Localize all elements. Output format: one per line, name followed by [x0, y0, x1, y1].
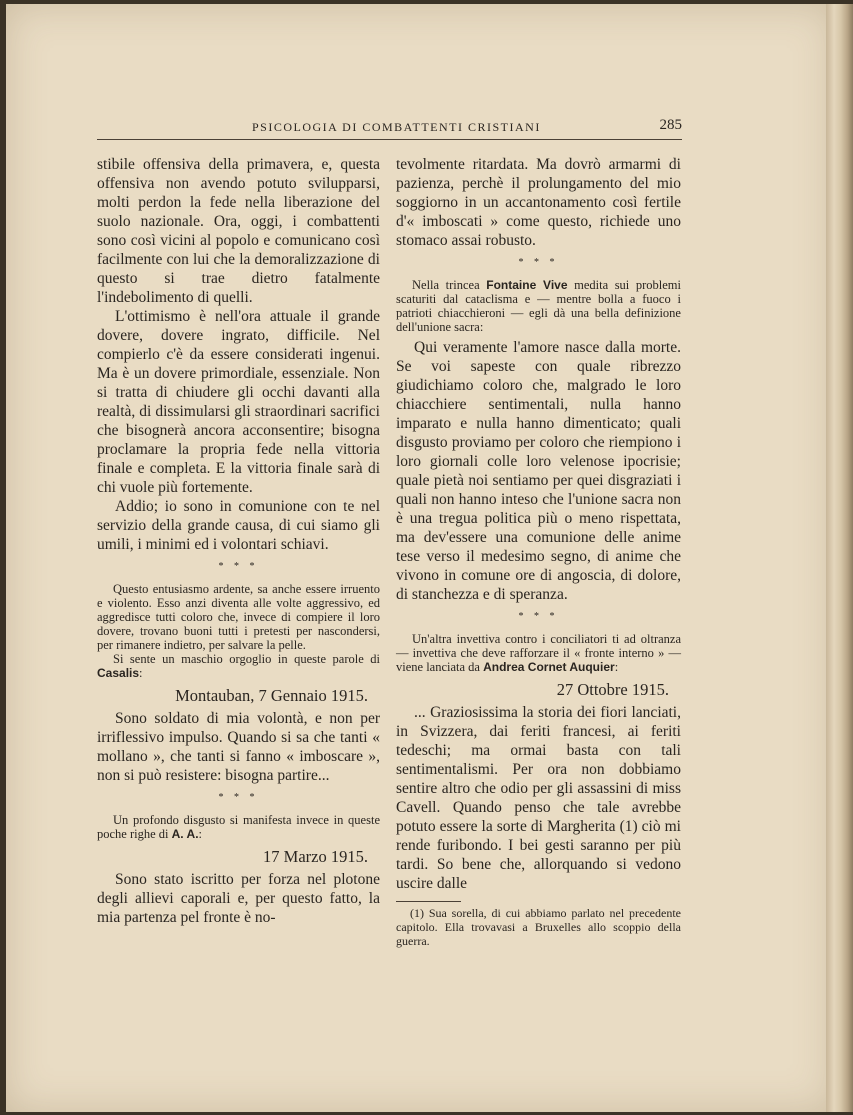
paragraph: Sono soldato di mia volontà, e non per irriflessivo impulso. Quando si sa che tanti « mollano », che tanti si fanno « imboscare », non si può resistere: bisogna partire... — [97, 710, 380, 784]
intro-text: : — [614, 660, 619, 674]
editorial-intro — [97, 813, 380, 841]
footnote: (1) Sua sorella, di cui abbiamo parlato nel precedente capitolo. Ella trovavasi a Bruxelles allo scoppio della guerra. — [396, 906, 681, 948]
editorial-intro — [396, 632, 681, 674]
paragraph: L'ottimismo è nell'ora attuale il grande dovere, dovere ingrato, difficile. Nel compierlo c'è da essere considerati ingenui. Ma è un dovere primordiale, essenziale. Non si tratta di chiudere gli occhi davanti alla realtà, di dissimularsi gli straordinari sacrifici che bisognerà ancora acconsentire; bisogna proclamare la propria fede nella vittoria finale e completa. E la vittoria finale sarà di chi vuole più fortemente. — [97, 308, 380, 496]
paragraph: tevolmente ritardata. Ma dovrò armarmi di pazienza, perchè il prolungamento del mio soggiorno in un accantonamento così fertile d'« imboscati » come questo, richiede uno stomaco assai robusto. — [396, 156, 681, 249]
intro-text: medita sui problemi scaturiti dal cataclisma e — mentre bolla a fuoco i patrioti chiacchieroni — egli dà una bella definizione dell'unione sacra: — [396, 278, 681, 334]
intro-text: Si sente un maschio orgoglio in queste parole di — [113, 652, 380, 666]
letter-dateline: 17 Marzo 1915. — [263, 847, 368, 866]
intro-text: : — [139, 666, 143, 680]
paragraph: ... Graziosissima la storia dei fiori lanciati, in Svizzera, dai feriti francesi, ai feriti tedeschi; ma ormai basta con tali sentimentalismi. Per ora non dobbiamo sentire altro che odio per gli assassini di miss Cavell. Quando penso che tale avrebbe potuto essere la sorte di Margherita (1) ciò mi rende furibondo. I bei gesti saranno per più tardi. So bene che, allorquando si vedono uscire dalle — [396, 704, 681, 892]
paragraph: Addio; io sono in comunione con te nel servizio della grande causa, di cui siamo gli umili, i minimi ed i volontari schiavi. — [97, 498, 380, 553]
author-name: Andrea Cornet Auquier — [483, 660, 615, 674]
paragraph: Qui veramente l'amore nasce dalla morte. Se voi sapeste con quale ribrezzo giudichiamo coloro che, malgrado le loro chiacchiere sentimentali, nulla hanno imparato e nulla hanno dimenticato; quali disgusto proviamo per coloro che riempiono i loro giornali colle loro velenose ipocrisie; quale pietà noi sentiamo per quei disgraziati i quali non hanno inteso che l'unione sacra non è una tregua politica più o meno rispettata, ma dev'essere una comunione delle anime tese verso il medesimo segno, di anime che vivono in comune ore di angoscia, di dolore, di stanchezza e di speranza. — [396, 339, 681, 603]
paragraph: stibile offensiva della primavera, e, questa offensiva non avendo potuto svilupparsi, molti perdon la fede nella liberazione del suolo nazionale. Ora, oggi, i combattenti sono così vicini al popolo e comunicano così facilmente con lui che la demoralizzazione di questo si trae dietro fatalmente l'indebolimento di quelli. — [97, 156, 380, 306]
running-title: PSICOLOGIA DI COMBATTENTI CRISTIANI — [252, 120, 541, 134]
editorial-intro — [396, 278, 681, 334]
author-name: A. A. — [171, 827, 199, 841]
right-column — [396, 155, 681, 948]
section-divider: * * * — [218, 561, 259, 572]
paragraph: Sono stato iscritto per forza nel plotone degli allievi caporali e, per questo fatto, la mia partenza pel fronte è no- — [97, 871, 380, 926]
page-number: 285 — [659, 117, 682, 133]
section-divider: * * * — [518, 257, 559, 268]
author-name: Fontaine Vive — [486, 278, 568, 292]
left-column — [97, 155, 380, 927]
editorial-intro: Questo entusiasmo ardente, sa anche essere irruento e violento. Esso anzi diventa alle volte aggressivo, ed aggredisce tutti coloro che, invece di compiere il loro dovere, trovano buoni tutti i pretesti per nascondersi, per rimanere indietro, per salvare la pelle. — [97, 582, 380, 652]
editorial-intro — [97, 652, 380, 680]
letter-dateline: Montauban, 7 Gennaio 1915. — [175, 686, 368, 705]
intro-text: Nella trincea — [412, 278, 487, 292]
page-edge — [826, 4, 853, 1112]
intro-text: Un'altra invettiva contro i conciliatori ti ad oltranza — invettiva che deve rafforzare il « fronte interno » — viene lanciata da — [396, 632, 681, 674]
running-header — [97, 117, 682, 140]
section-divider: * * * — [218, 792, 259, 803]
letter-dateline: 27 Ottobre 1915. — [556, 680, 669, 699]
intro-text: : — [198, 827, 203, 841]
author-name: Casalis — [97, 666, 140, 680]
section-divider: * * * — [518, 611, 559, 622]
intro-text: Un profondo disgusto si manifesta invece in queste poche righe di — [97, 813, 380, 841]
footnote-rule — [396, 901, 461, 902]
